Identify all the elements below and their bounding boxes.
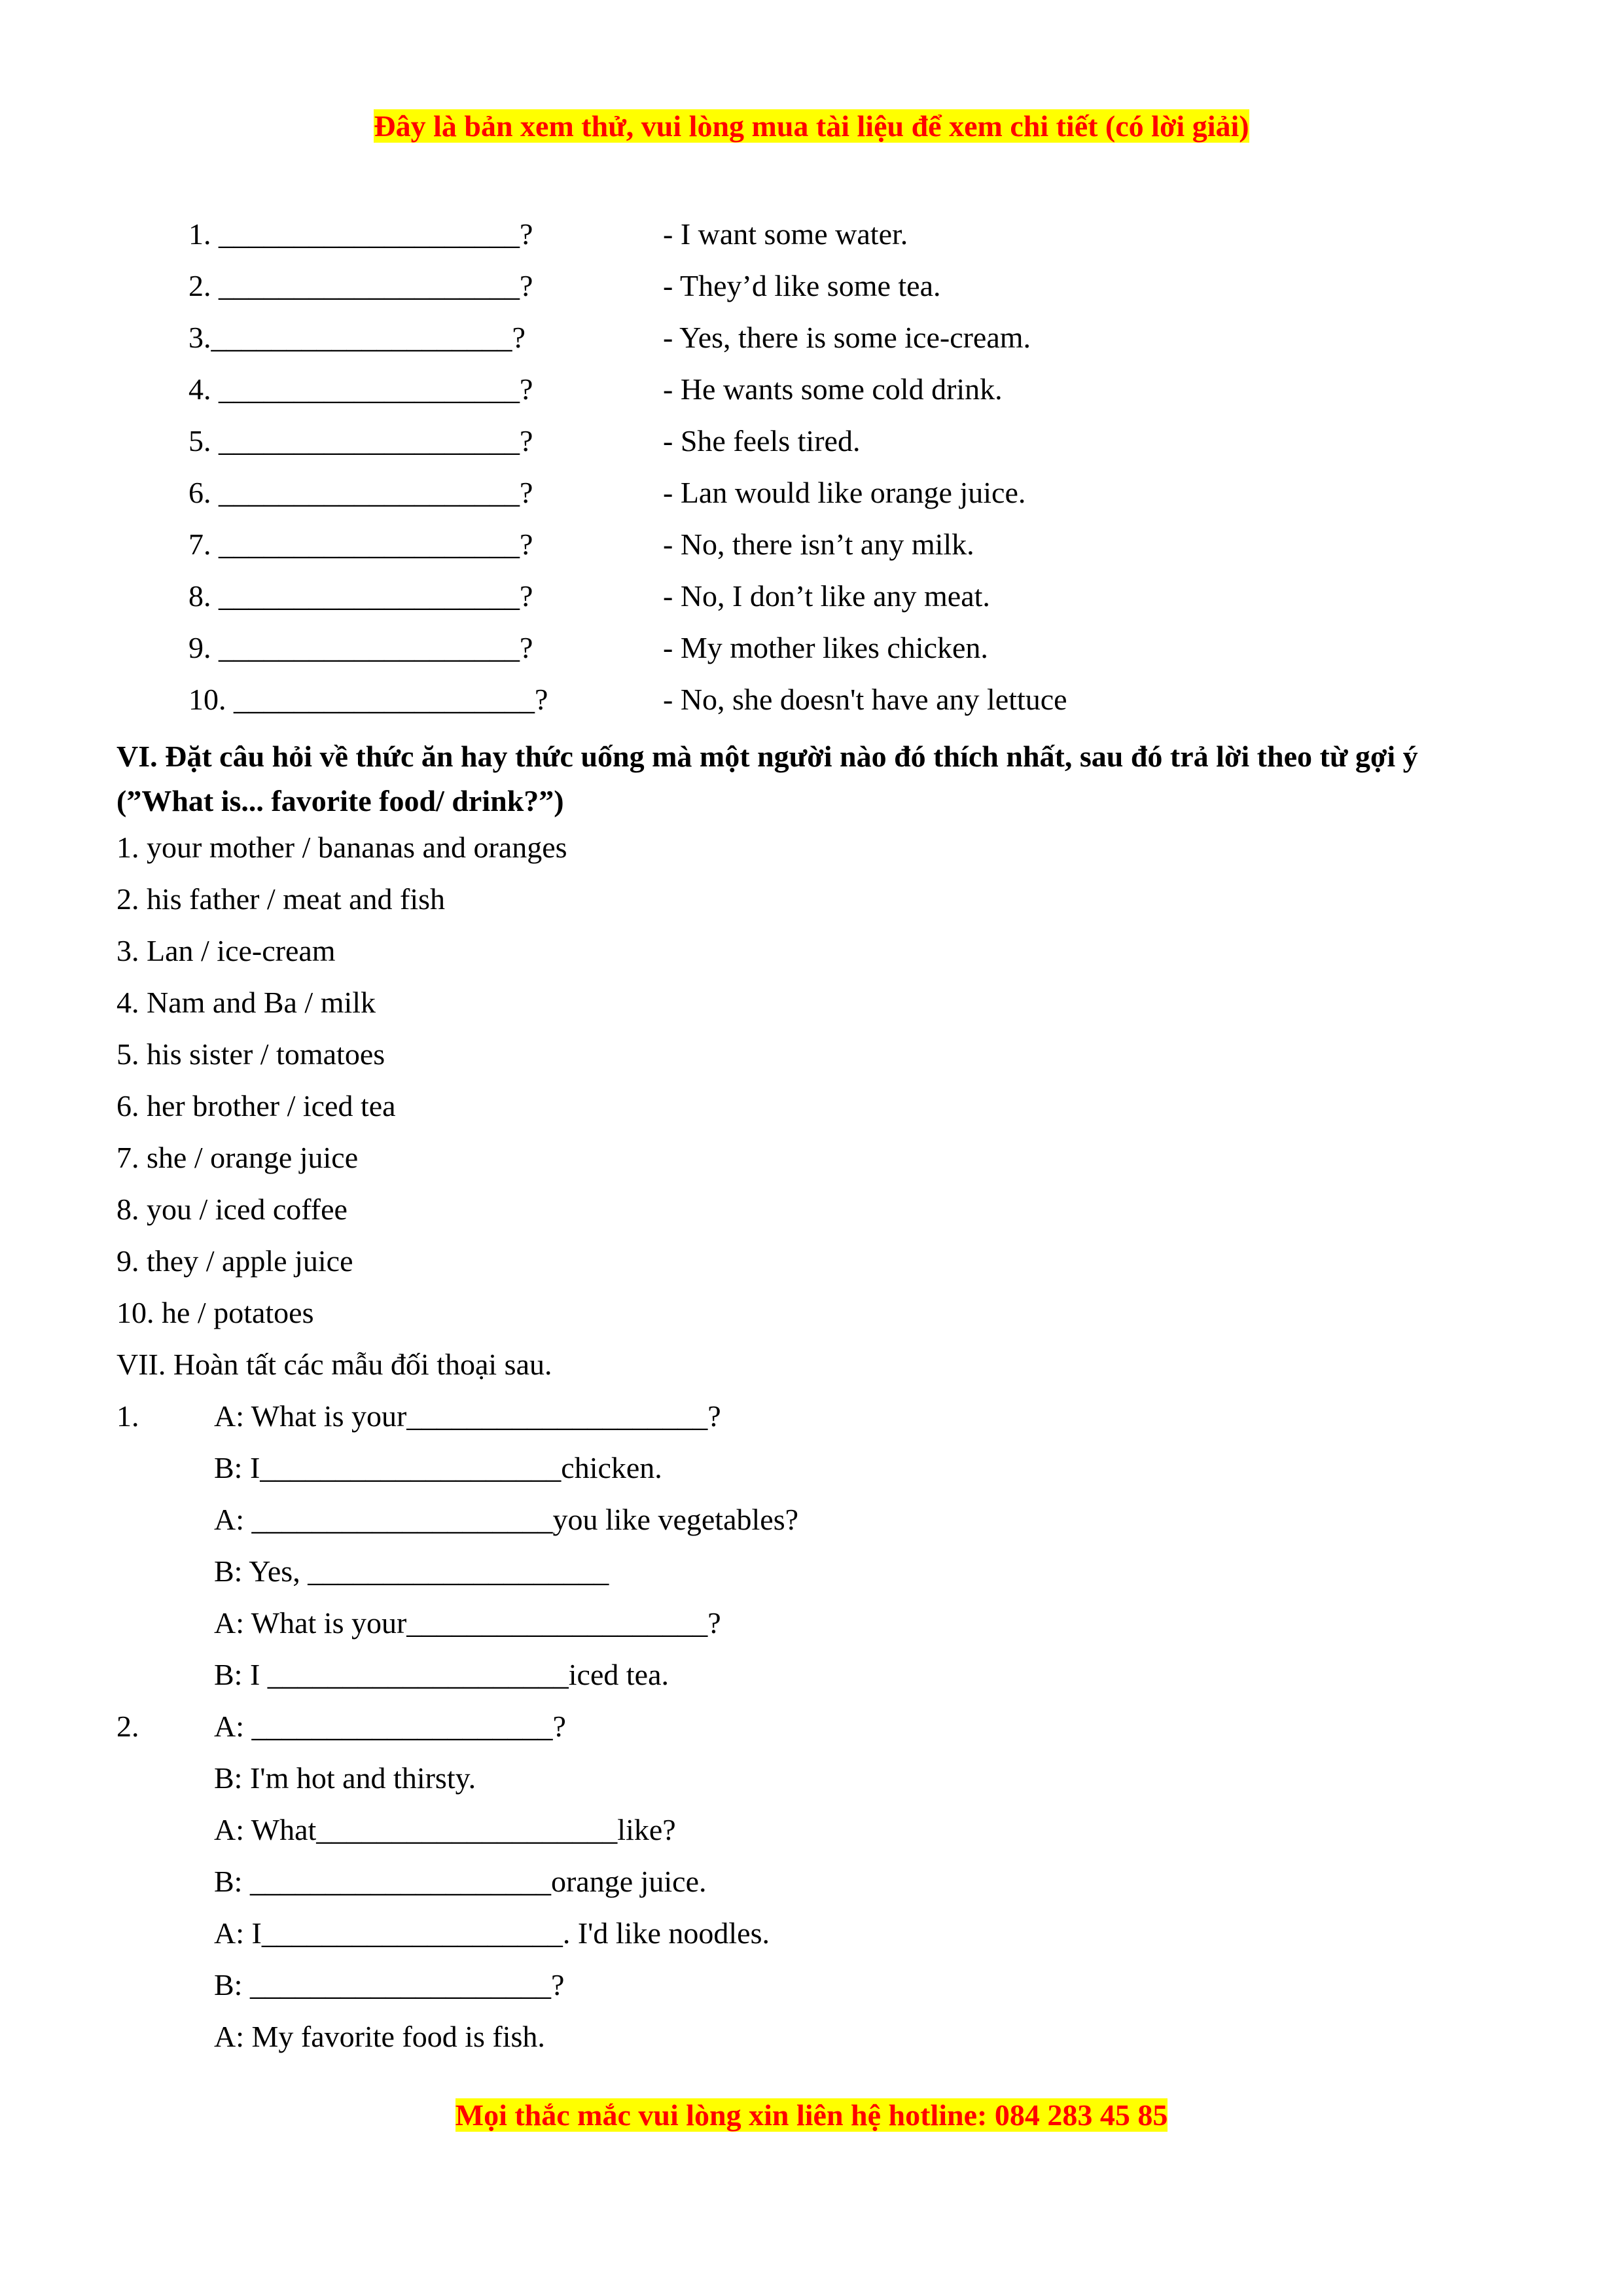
dialog-number: 2. <box>116 1710 139 1743</box>
question-blank: 10. ____________________? <box>188 683 548 716</box>
dialog-line <box>116 1907 1517 1959</box>
dialog-line <box>116 1649 1517 1700</box>
dialog-text: B: I ____________________iced tea. <box>214 1658 669 1691</box>
prompt-item: 10. he / potatoes <box>116 1296 314 1329</box>
dialog-line <box>116 2011 1517 2062</box>
qa-row <box>188 570 1432 622</box>
prompt-item: 2. his father / meat and fish <box>116 882 446 916</box>
prompt-item: 3. Lan / ice-cream <box>116 934 336 967</box>
dialog-line <box>116 1545 1517 1597</box>
preview-notice-banner <box>0 100 1623 152</box>
prompt-item: 9. they / apple juice <box>116 1244 353 1278</box>
dialog-line <box>116 1856 1517 1907</box>
dialog-text: B: I____________________chicken. <box>214 1451 662 1484</box>
prompt-item: 7. she / orange juice <box>116 1141 359 1174</box>
qa-row <box>188 415 1432 467</box>
dialog-text: A: What____________________like? <box>214 1813 676 1846</box>
section-6-prompt-list <box>116 821 1517 1338</box>
prompt-item: 8. you / iced coffee <box>116 1193 348 1226</box>
question-blank: 7. ____________________? <box>188 528 533 561</box>
answer-text: - She feels tired. <box>663 424 861 457</box>
question-blank: 5. ____________________? <box>188 424 533 457</box>
answer-text: - He wants some cold drink. <box>663 372 1003 406</box>
answer-text: - Yes, there is some ice-cream. <box>663 321 1031 354</box>
qa-row <box>188 467 1432 518</box>
section-6-heading: VI. Đặt câu hỏi về thức ăn hay thức uống mà một người nào đó thích nhất, sau đó trả lời theo từ gợi ý (”What is... favorite food/ drink?”) <box>116 740 1418 817</box>
dialog-text: B: ____________________orange juice. <box>214 1865 707 1898</box>
preview-notice-text: Đây là bản xem thử, vui lòng mua tài liệu để xem chi tiết (có lời giải) <box>374 109 1249 143</box>
answer-text: - They’d like some tea. <box>663 269 941 302</box>
dialog-line <box>116 1700 1517 1752</box>
answer-text: - No, there isn’t any milk. <box>663 528 974 561</box>
qa-row <box>188 363 1432 415</box>
dialog-line <box>116 1804 1517 1856</box>
dialog-text: B: Yes, ____________________ <box>214 1554 609 1588</box>
dialog-line <box>116 1597 1517 1649</box>
qa-row <box>188 518 1432 570</box>
question-answer-list <box>188 208 1432 725</box>
section-7-heading: VII. Hoàn tất các mẫu đối thoại sau. <box>116 1348 552 1381</box>
hotline-notice-banner <box>0 2089 1623 2141</box>
dialog-text: A: ____________________? <box>214 1710 566 1743</box>
hotline-notice-text: Mọi thắc mắc vui lòng xin liên hệ hotline: 084 283 45 85 <box>455 2098 1168 2132</box>
dialog-text: A: I____________________. I'd like noodles. <box>214 1916 770 1950</box>
question-blank: 2. ____________________? <box>188 269 533 302</box>
dialog-text: A: My favorite food is fish. <box>214 2020 545 2053</box>
section-7-dialogs <box>116 1390 1517 2062</box>
dialog-line <box>116 1442 1517 1494</box>
qa-row <box>188 260 1432 312</box>
dialog-line <box>116 1752 1517 1804</box>
question-blank: 6. ____________________? <box>188 476 533 509</box>
qa-row <box>188 673 1432 725</box>
prompt-item: 1. your mother / bananas and oranges <box>116 831 567 864</box>
dialog-text: A: What is your____________________? <box>214 1606 721 1640</box>
question-blank: 9. ____________________? <box>188 631 533 664</box>
answer-text: - No, she doesn't have any lettuce <box>663 683 1067 716</box>
question-blank: 4. ____________________? <box>188 372 533 406</box>
dialog-text: A: What is your____________________? <box>214 1399 721 1433</box>
answer-text: - I want some water. <box>663 217 908 251</box>
dialog-text: B: I'm hot and thirsty. <box>214 1761 476 1795</box>
dialog-text: B: ____________________? <box>214 1968 565 2001</box>
qa-row <box>188 622 1432 673</box>
dialog-line <box>116 1390 1517 1442</box>
dialog-line <box>116 1494 1517 1545</box>
prompt-item: 4. Nam and Ba / milk <box>116 986 376 1019</box>
answer-text: - No, I don’t like any meat. <box>663 579 990 613</box>
prompt-item: 6. her brother / iced tea <box>116 1089 396 1122</box>
dialog-text: A: ____________________you like vegetables? <box>214 1503 799 1536</box>
qa-row <box>188 208 1432 260</box>
prompt-item: 5. his sister / tomatoes <box>116 1037 385 1071</box>
question-blank: 1. ____________________? <box>188 217 533 251</box>
question-blank: 3.____________________? <box>188 321 526 354</box>
dialog-number: 1. <box>116 1399 139 1433</box>
answer-text: - Lan would like orange juice. <box>663 476 1026 509</box>
question-blank: 8. ____________________? <box>188 579 533 613</box>
answer-text: - My mother likes chicken. <box>663 631 988 664</box>
dialog-line <box>116 1959 1517 2011</box>
qa-row <box>188 312 1432 363</box>
